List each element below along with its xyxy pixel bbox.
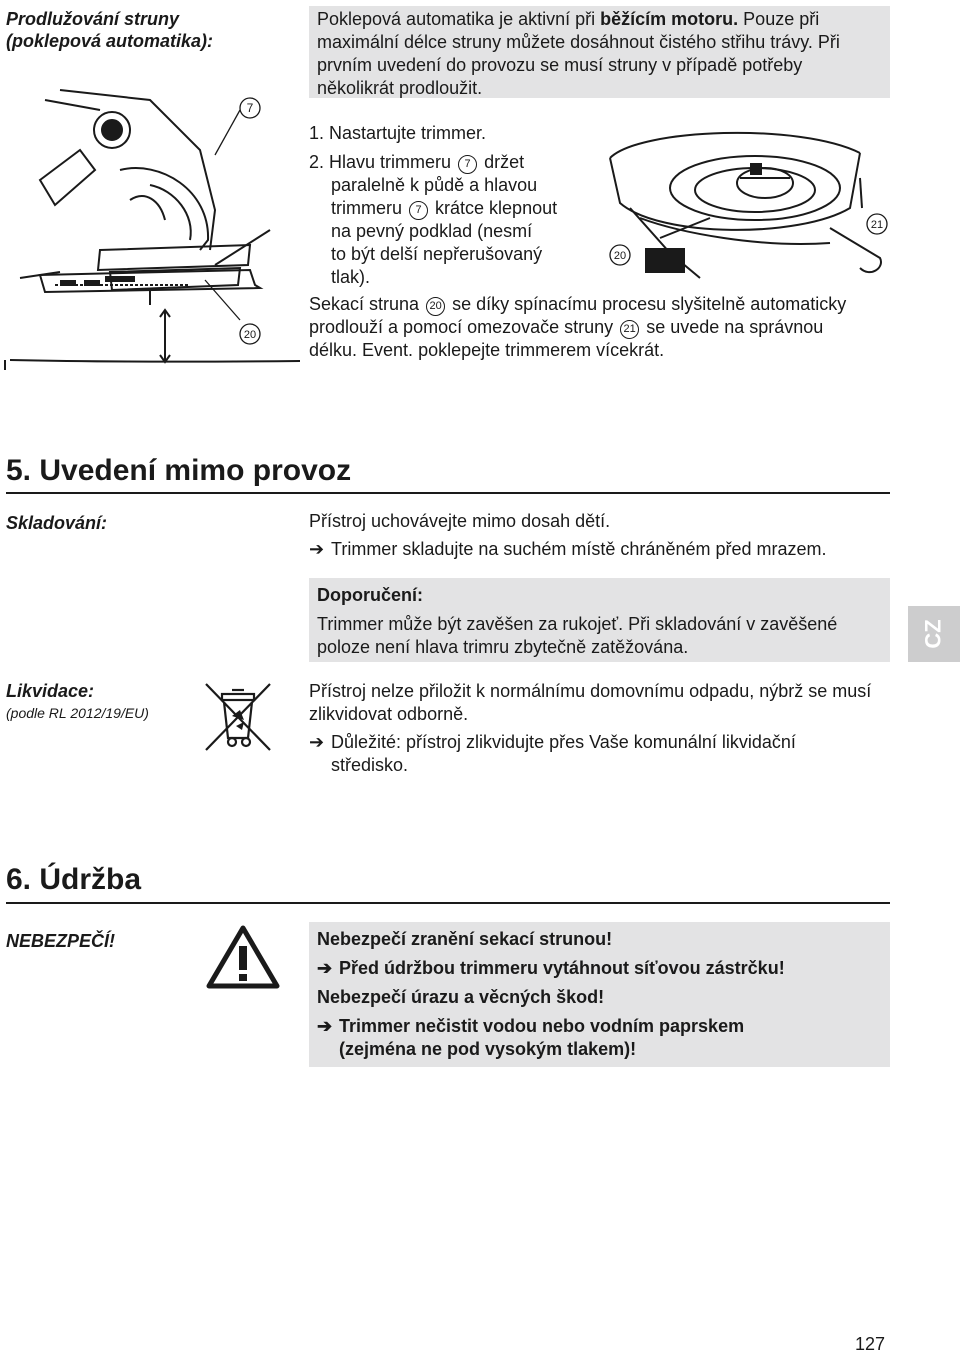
danger-line-1: Nebezpečí zranění sekací strunou! <box>317 929 613 949</box>
callout-20-right: 20 <box>613 250 627 262</box>
disposal-arrow-line <box>309 731 889 777</box>
section-6-title: 6. Údržba <box>6 863 142 896</box>
danger-line-3: Nebezpečí úrazu a věcných škod! <box>317 987 605 1007</box>
arrow-right-icon: ➔ <box>317 958 333 978</box>
section-6-rule <box>6 902 890 904</box>
trimmer-tapping-illustration <box>0 80 300 380</box>
step-2-part-a: 2. Hlavu trimmeru <box>309 152 452 172</box>
step-2-part-e: krátce klepnout <box>435 198 558 218</box>
section-5-title: 5. Uvedení mimo provoz <box>6 454 352 487</box>
intro-text-bold: běžícím motoru. <box>600 9 739 29</box>
storage-block <box>309 510 889 561</box>
section-5-rule <box>6 492 890 494</box>
danger-line-2-text: Před údržbou trimmeru vytáhnout síťovou zástrčku! <box>339 958 785 978</box>
result-part-c: prodlouží a pomocí omezovače struny <box>309 317 614 337</box>
step-2-part-c: paralelně k půdě a hlavou <box>331 175 538 195</box>
step-2-part-h: tlak). <box>331 267 371 287</box>
step-2-part-g: to být delší nepřerušovaný <box>331 244 543 264</box>
callout-20-left: 20 <box>243 329 257 341</box>
danger-box <box>309 922 890 1067</box>
step-list <box>309 122 609 289</box>
recommendation-title: Doporučení: <box>317 585 423 605</box>
intro-text <box>317 6 882 100</box>
danger-line-2 <box>317 957 882 980</box>
page-number: 127 <box>855 1334 886 1354</box>
disposal-block <box>309 680 889 777</box>
result-part-d: se uvede na správnou <box>646 317 824 337</box>
trimmer-head-illustration <box>600 118 900 283</box>
disposal-text: Přístroj nelze přiložit k normálnímu domovnímu odpadu, nýbrž se musí zlikvidovat odborně. <box>309 681 872 724</box>
intro-box <box>309 6 890 98</box>
result-paragraph <box>309 293 889 362</box>
result-line-2 <box>309 316 889 339</box>
danger-line-4-text: Trimmer nečistit vodou nebo vodním paprskem (zejména ne pod vysokým tlakem)! <box>339 1016 745 1059</box>
danger-label: NEBEZPEČÍ! <box>6 931 116 951</box>
warning-triangle-icon <box>205 924 281 990</box>
result-part-a: Sekací struna <box>309 294 420 314</box>
intro-text-start: Poklepová automatika je aktivní při <box>317 9 601 29</box>
disposal-label: Likvidace: <box>6 681 95 701</box>
result-line-3: délku. Event. poklepejte trimmerem vícekrát. <box>309 340 665 360</box>
section-label-line-extension: Prodlužování struny (poklepová automatika): <box>6 9 214 51</box>
callout-20-inline: 20 <box>426 297 445 316</box>
storage-arrow-text: Trimmer skladujte na suchém místě chráněném před mrazem. <box>331 539 827 559</box>
callout-7-inline: 7 <box>409 201 428 220</box>
callout-7-left: 7 <box>246 101 254 115</box>
disposal-subnote: (podle RL 2012/19/EU) <box>6 705 149 721</box>
intro-text-end: Pouze při maximální délce struny můžete dosáhnout čistého střihu trávy. Při prvním uvedení do provozu se musí struny v případě potřeby několikrát prodloužit. <box>317 9 840 98</box>
arrow-right-icon: ➔ <box>317 1016 333 1036</box>
step-2-part-b: držet <box>484 152 525 172</box>
callout-21-right: 21 <box>870 219 884 231</box>
step-2-line-d <box>331 197 609 220</box>
crossed-bin-icon <box>204 682 274 754</box>
language-tab-label: CZ <box>920 619 946 649</box>
language-tab <box>908 606 960 662</box>
storage-label: Skladování: <box>6 513 108 533</box>
disposal-arrow-text: Důležité: přístroj zlikvidujte přes Vaše komunální likvidační středisko. <box>331 732 796 775</box>
recommendation-box <box>309 578 890 662</box>
arrow-right-icon: ➔ <box>309 539 325 559</box>
step-2-part-d: trimmeru <box>331 198 402 218</box>
result-part-b: se díky spínacímu procesu slyšitelně automaticky <box>452 294 847 314</box>
step-2-part-f: na pevný podklad (nesmí <box>331 221 533 241</box>
danger-line-4 <box>317 1015 882 1061</box>
callout-7-inline: 7 <box>458 155 477 174</box>
step-2 <box>309 151 609 174</box>
storage-text: Přístroj uchovávejte mimo dosah dětí. <box>309 511 611 531</box>
recommendation-text: Trimmer může být zavěšen za rukojeť. Při skladování v zavěšené poloze není hlava trimru zbytečně zatěžována. <box>317 614 838 657</box>
storage-arrow-line <box>309 538 889 561</box>
arrow-right-icon: ➔ <box>309 732 325 752</box>
step-1: 1. Nastartujte trimmer. <box>309 123 487 143</box>
step-2-continuation <box>309 174 609 289</box>
callout-21-inline: 21 <box>620 320 639 339</box>
result-line-1 <box>309 293 889 316</box>
